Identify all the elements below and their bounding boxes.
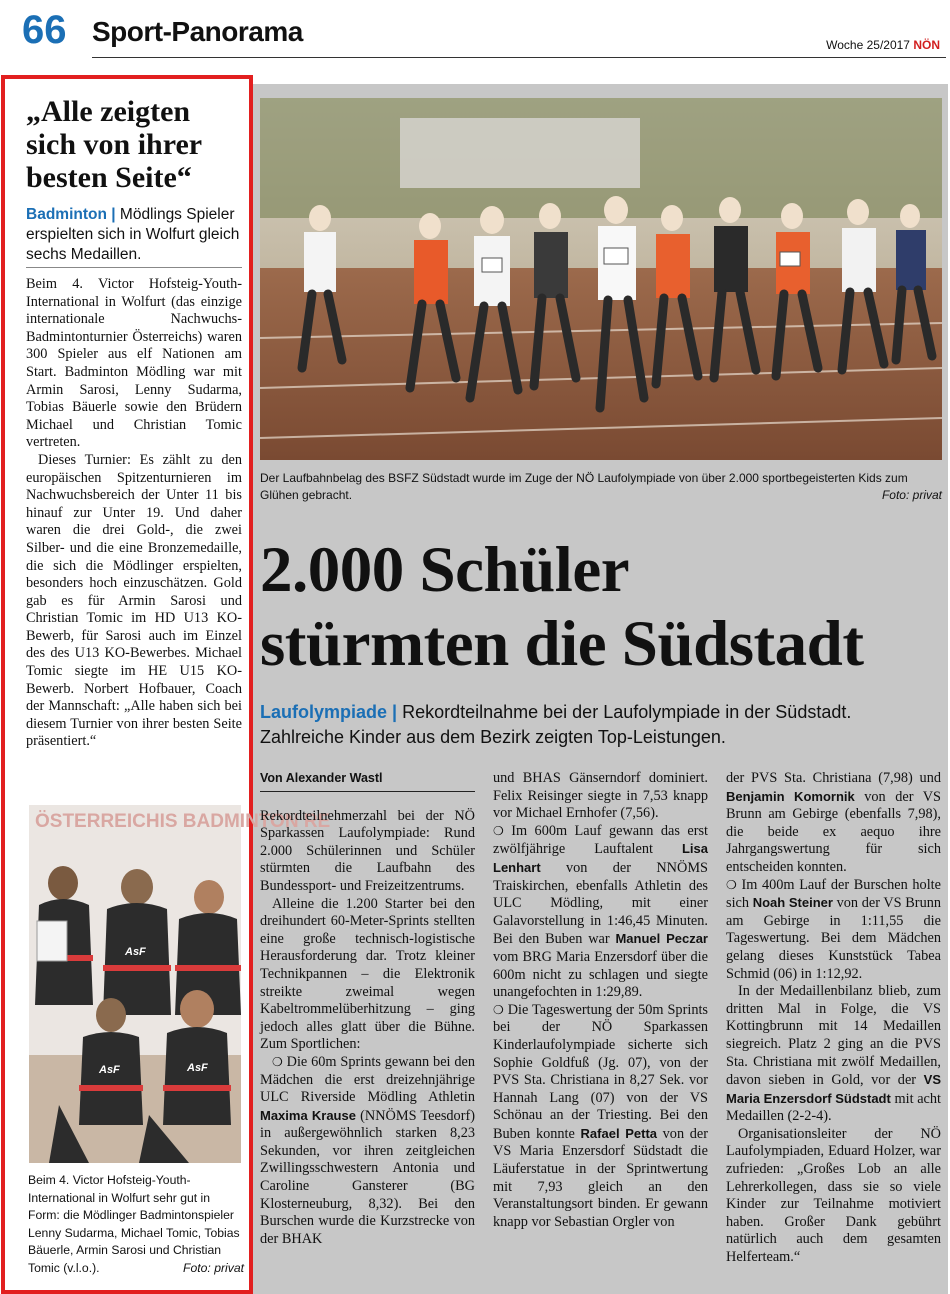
bullet-icon: ❍ bbox=[493, 823, 504, 838]
column-paragraph: der PVS Sta. Christiana (7,98) und Benjamin Komornik von der VS Brunn am Gebirge (ebenfalls 7,98), die beide ex aequo ihre Jahrgangswertung für sich entscheiden konnten. bbox=[726, 770, 941, 875]
athlete-name: Manuel Peczar bbox=[615, 931, 708, 947]
athlete-name: Maxima Krause bbox=[260, 1107, 356, 1123]
main-topic: Laufolympiade | bbox=[260, 702, 398, 722]
bullet-icon: ❍ bbox=[726, 877, 737, 892]
column-paragraph: und BHAS Gänserndorf dominiert. Felix Reisinger siegte in 7,53 knapp vor Michael Ernhofer (7,56). bbox=[493, 770, 708, 822]
main-caption-text: Der Laufbahnbelag des BSFZ Südstadt wurde im Zuge der NÖ Laufolympiade von über 2.000 sportbegeisterten Kids zum Glühen gebracht. bbox=[260, 471, 908, 502]
running-race-illustration bbox=[260, 98, 942, 460]
left-photo-caption bbox=[28, 1172, 244, 1277]
main-photo-credit: Foto: privat bbox=[881, 488, 942, 502]
svg-text:AsF: AsF bbox=[187, 1062, 208, 1074]
athlete-name: Rafael Petta bbox=[580, 1125, 658, 1141]
column-paragraph: In der Medaillenbilanz blieb, zum dritten Mal in Folge, die VS Kottingbrunn mit 14 Medaillen siegreich. Platz 2 ging an die PVS Sta. Christiana mit zwölf Medaillen, davon sieben in Gold, vor der VS Maria Enzersdorf Südstadt mit acht Medaillen (2-2-4). bbox=[726, 983, 942, 1125]
bullet-icon: ❍ bbox=[272, 1054, 283, 1069]
headline-line-2: stürmten die Südstadt bbox=[260, 608, 864, 680]
article-column-2 bbox=[493, 770, 708, 1231]
left-body-paragraph: Beim 4. Victor Hofsteig-Youth-International in Wolfurt (das einzige internationale Nachwuchs-Badmintonturnier Österreichs) waren 300 Spieler aus elf Nationen am Start. Badminton Mödling war mit Armin Sarosi, Lenny Sudarma, Tobias Bäuerle sowie den Brüdern Michael und Christian Tomic vertreten. bbox=[26, 276, 242, 451]
column-paragraph: ❍ Im 600m Lauf gewann das erst zwölfjährige Lauftalent Lisa Lenhart von der NNÖMS Traiskirchen, ebenfalls Athletin des ULC Mödling, mit einer Galavorstellung in 1:46,45 Minuten. Bei den Buben war Manuel Peczar vom BRG Maria Enzersdorf über die 600m nicht zu schlagen und siegte unangefochten in 1:29,89. bbox=[493, 822, 709, 1001]
article-column-1 bbox=[260, 770, 475, 1248]
main-deck-text: Rekordteilnahme bei der Laufolympiade in der Südstadt. Zahlreiche Kinder aus dem Bezirk zeigten Top-Leistungen. bbox=[260, 702, 852, 747]
main-photo bbox=[260, 98, 942, 460]
svg-text:AsF: AsF bbox=[125, 946, 146, 958]
main-photo-caption bbox=[260, 470, 942, 504]
left-headline: „Alle zeigten sich von ihrer besten Seite“ bbox=[26, 95, 202, 194]
left-body-paragraph: Dieses Turnier: Es zählt zu den europäischen Spitzenturnieren im Nachwuchsbereich der Unter 11 bis hinauf zur Unter 19. Und daher waren die drei Gold-, die zwei Silber- und die eine Bronzemedaille, die sich die Mödlinger erspielten, besonders hoch einzuschätzen. Gold gab es für Armin Sarosi und Christian Tomic im HD U13 KO-Bewerb, für Sarosi auch im Einzel des des U13 KO-Bewerbes. Michael Tomic siegte im HE U15 KO-Bewerb. Norbert Hofbauer, Coach der Mannschaft: „Alle haben sich bei diesem Turnier von ihrer besten Seite präsentiert.“ bbox=[26, 451, 242, 750]
column-paragraph: Rekordteilnehmerzahl bei der NÖ Sparkassen Laufolympiade: Rund 2.000 Schülerinnen und Schüler stürmten die Laufbahn des Bundessport- und Freizeitzentrums. bbox=[260, 807, 475, 894]
section-title: Sport-Panorama bbox=[92, 16, 303, 47]
left-deck-text: Mödlings Spieler erspielten sich in Wolfurt gleich sechs Medaillen. bbox=[26, 206, 240, 263]
left-topic: Badminton | bbox=[26, 206, 116, 223]
athlete-name: Noah Steiner bbox=[752, 895, 833, 911]
left-caption-text: Beim 4. Victor Hofsteig-Youth-International in Wolfurt sehr gut in Form: die Mödlinger Badmintonspieler Lenny Sudarma, Michael Tomic, Tobias Bäuerle, Armin Sarosi und Christian Tomic (v.l.o.). bbox=[28, 1173, 240, 1275]
column-paragraph: ❍ Im 400m Lauf der Burschen holte sich Noah Steiner von der VS Brunn am Gebirge in 1:11,55 die Tageswertung. Bei dem Mädchen gelang dieses Kunststück Tabea Schmid (06) in 1:12,92. bbox=[726, 876, 942, 982]
brand-logo: NÖN bbox=[913, 38, 940, 52]
header-rule bbox=[92, 57, 946, 58]
svg-text:AsF: AsF bbox=[99, 1064, 120, 1076]
column-paragraph: Organisationsleiter der NÖ Laufolympiaden, Eduard Holzer, war zufrieden: „Großes Lob an alle Lehrerkollegen, dass sie so viele Kinder zur Teilnahme motiviert haben. Großer Dank gebührt natürlich auch dem gesamten Helferteam.“ bbox=[726, 1125, 941, 1266]
athlete-name: Benjamin Komornik bbox=[726, 788, 855, 804]
left-deck bbox=[26, 205, 244, 265]
school-name: VS Maria Enzersdorf Südstadt bbox=[726, 1072, 942, 1106]
article-column-3 bbox=[726, 770, 941, 1267]
left-rule bbox=[26, 267, 242, 268]
issue-info bbox=[826, 38, 940, 52]
left-photo-credit: Foto: privat bbox=[183, 1260, 244, 1275]
main-headline bbox=[260, 533, 950, 681]
column-paragraph: ❍ Die Tageswertung der 50m Sprints bei der NÖ Sparkassen Kinderlaufolympiade sicherte sich Sophie Goldfuß (Jg. 07), von der PVS Sta. Christiana in 8,27 Sek. vor Hannah Lang (07) von der VS Schönau an der Triesting. Bei den Buben konnte Rafael Petta von der VS Maria Enzersdorf Südstadt die Läuferstatue in der Sprintwertung mit 7,93 gleich an den Veranstaltungsort binden. Er gewann knapp vor Sebastian Orgler von bbox=[493, 1001, 708, 1230]
photo-banner-text: ÖSTERREICHIS BADMINTON RE bbox=[35, 811, 331, 832]
byline: Von Alexander Wastl bbox=[260, 770, 475, 792]
column-paragraph: Alleine die 1.200 Starter bei den dreihundert 60-Meter-Sprints stellten eine große technisch-logistische Herausforderung dar. Trotz kleiner Technikpannen – die Elektronik streikte zweimal wegen Kabeltrommelüberhitzung – ging jedoch alles glatt über die Bühne. Zum Sportlichen: bbox=[260, 895, 475, 1053]
bullet-icon: ❍ bbox=[493, 1002, 504, 1017]
page-number: 66 bbox=[22, 8, 67, 52]
column-paragraph: ❍ Die 60m Sprints gewann bei den Mädchen die erst dreizehnjährige ULC Riverside Mödling Athletin Maxima Krause (NNÖMS Teesdorf) in außergewöhnlich starken 8,23 Sekunden, vor ihren zeitgleichen Zwillingsschwestern Antonia und Caroline Gansterer (BG Klosterneuburg, 8,32). Bei den Burschen wurde die Kurzstrecke von der BHAK bbox=[260, 1053, 475, 1247]
athlete-name: Lisa Lenhart bbox=[493, 841, 708, 875]
issue-week: Woche 25/2017 bbox=[826, 38, 910, 52]
main-deck bbox=[260, 700, 940, 750]
left-body bbox=[26, 276, 242, 751]
headline-line-1: 2.000 Schüler bbox=[260, 534, 630, 606]
